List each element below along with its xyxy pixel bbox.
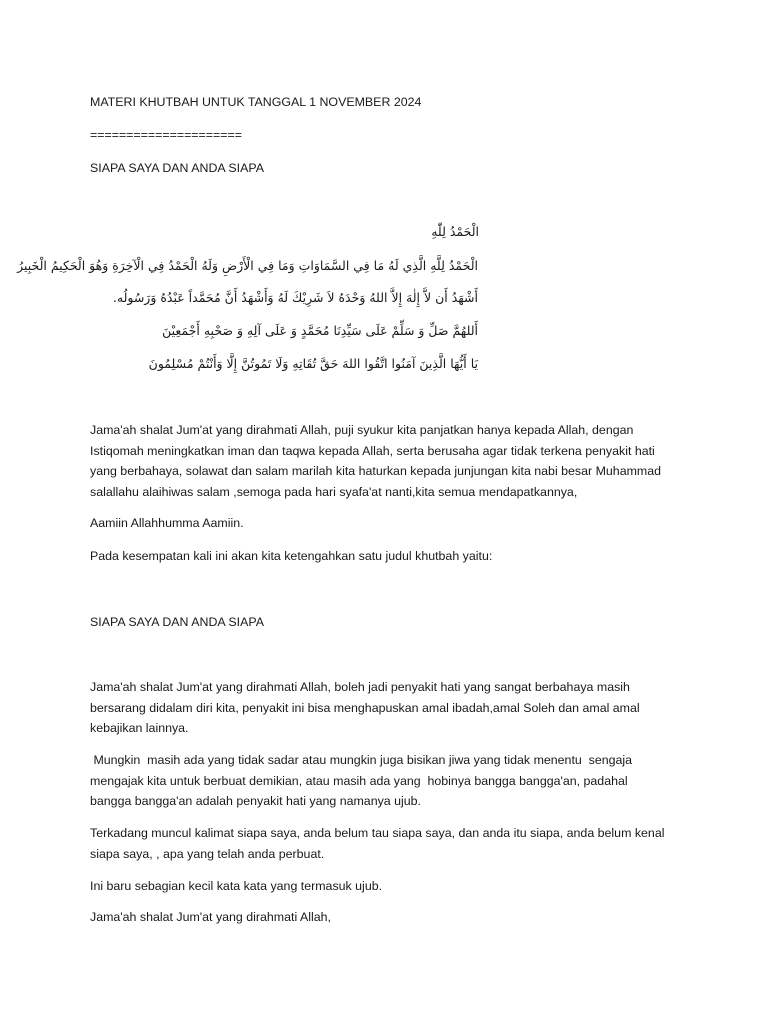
paragraph-line: mengajak kita untuk berbuat demikian, atau masih ada yang hobinya bangga bangga'an, padahal: [90, 773, 628, 788]
arabic-line-taqwa-verse: يَا أَيُّهَا الَّذِينَ آمَنُوا اتَّقُوا اللهَ حَقَّ تُقَاتِهِ وَلَا تَمُوتُنَّ إِلَّا وَأَنْتُمْ مُسْلِمُونَ: [148, 356, 478, 371]
arabic-line-hamdalah: الْحَمْدُ لِلّٰهِ: [431, 224, 479, 239]
aamiin-line: Aamiin Allahhumma Aamiin.: [90, 516, 244, 530]
intro-line: Pada kesempatan kali ini akan kita ketengahkan satu judul khutbah yaitu:: [90, 549, 493, 563]
paragraph-line: Mungkin masih ada yang tidak sadar atau mungkin juga bisikan jiwa yang tidak menentu sengaja: [90, 753, 633, 767]
opening-paragraph: [90, 420, 690, 502]
document-subtitle: SIAPA SAYA DAN ANDA SIAPA: [90, 161, 264, 175]
document-title: MATERI KHUTBAH UNTUK TANGGAL 1 NOVEMBER 2024: [90, 95, 422, 109]
paragraph-line: Istiqomah meningkatkan iman dan taqwa kepada Allah, serta berusaha agar tidak terkena penyakit hati: [90, 443, 655, 458]
paragraph-line: kebajikan lainnya.: [90, 721, 189, 735]
paragraph-line: bersarang didalam diri kita, penyakit ini bisa menghapuskan amal ibadah,amal Soleh dan amal amal: [90, 700, 640, 715]
paragraph-line: Jama'ah shalat Jum'at yang dirahmati Allah, boleh jadi penyakit hati yang sangat berbahaya masih: [90, 680, 630, 694]
arabic-line-praise: الْحَمْدُ لِلَّهِ الَّذِي لَهُ مَا فِي السَّمَاوَاتِ وَمَا فِي الْأَرْضِ وَلَهُ الْحَمْدُ فِي الْآخِرَةِ وَهُوَ الْحَكِيمُ الْخَبِيرُ: [17, 258, 478, 273]
arabic-line-shahada: أَشْهَدُ أَن لاَّ إِلٰهَ إِلاَّ اللهُ وَحْدَهُ لاَ شَرِيْكَ لَهُ وَأَشْهَدُ أَنَّ مُحَمَّداً عَبْدُهُ وَرَسُولُه.: [112, 290, 478, 305]
closing-address: Jama'ah shalat Jum'at yang dirahmati Allah,: [90, 910, 331, 924]
paragraph-line: bangga bangga'an adalah penyakit hati yang namanya ujub.: [90, 794, 421, 808]
paragraph-line: siapa saya, , apa yang telah anda perbuat.: [90, 846, 325, 861]
separator-line: =====================: [90, 128, 242, 142]
paragraph-siapa-saya: [90, 823, 690, 864]
paragraph-line: yang berbahaya, solawat dan salam marilah kita haturkan kepada junjungan kita nabi besar Muhammad: [90, 464, 662, 478]
paragraph-ujub: [90, 750, 690, 812]
paragraph-penyakit-hati: [90, 677, 690, 739]
sermon-heading: SIAPA SAYA DAN ANDA SIAPA: [90, 615, 264, 629]
paragraph-line: Terkadang muncul kalimat siapa saya, anda belum tau siapa saya, dan anda itu siapa, anda belum kenal: [90, 826, 665, 840]
paragraph-line: Jama'ah shalat Jum'at yang dirahmati Allah, puji syukur kita panjatkan hanya kepada Allah, dengan: [90, 423, 634, 437]
paragraph-line: salallahu alaihiwas salam ,semoga pada hari syafa'at nanti,kita semua mendapatkannya,: [90, 484, 578, 499]
arabic-line-salawat: أَللهُمَّ صَلِّ وَ سَلِّمْ عَلَى سَيِّدِنَا مُحَمَّدٍ وَ عَلَى آلِهِ وَ صَحْبِهِ أَجْمَعِيْنَ: [162, 323, 478, 338]
paragraph-ujub-example: Ini baru sebagian kecil kata kata yang termasuk ujub.: [90, 879, 383, 893]
